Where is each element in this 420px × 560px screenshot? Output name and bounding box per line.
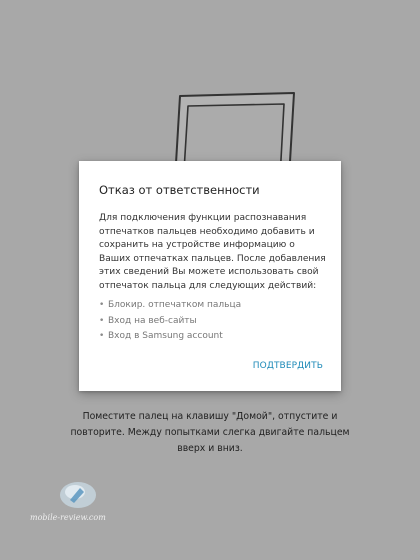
instruction-text: Поместите палец на клавишу "Домой", отпустите и повторите. Между попытками слегка двигайте пальцем вверх и вниз. (70, 411, 350, 454)
feature-list (99, 298, 329, 345)
confirm-button[interactable]: ПОДТВЕРДИТЬ (252, 361, 323, 371)
list-item-label: Блокир. отпечатком пальца (108, 300, 242, 310)
bullet-icon: • (99, 315, 105, 326)
list-item (99, 314, 329, 330)
list-item-label: Вход в Samsung account (108, 331, 223, 342)
watermark (30, 479, 140, 529)
disclaimer-dialog (79, 161, 341, 391)
list-item (99, 329, 329, 345)
bullet-icon: • (99, 331, 105, 342)
dialog-title: Отказ от ответственности (99, 183, 260, 197)
watermark-logo-icon (58, 479, 98, 511)
list-item-label: Вход на веб-сайты (108, 315, 197, 326)
watermark-text: mobile-review.com (30, 513, 106, 522)
dialog-body: Для подключения функции распознавания отпечатков пальцев необходимо добавить и сохранить на устройстве информацию о Ваших отпечатках пальцев. После добавления этих сведений Вы можете использовать свой отпечаток пальца для следующих действий: (99, 213, 326, 291)
list-item (99, 298, 329, 314)
bullet-icon: • (99, 300, 105, 310)
